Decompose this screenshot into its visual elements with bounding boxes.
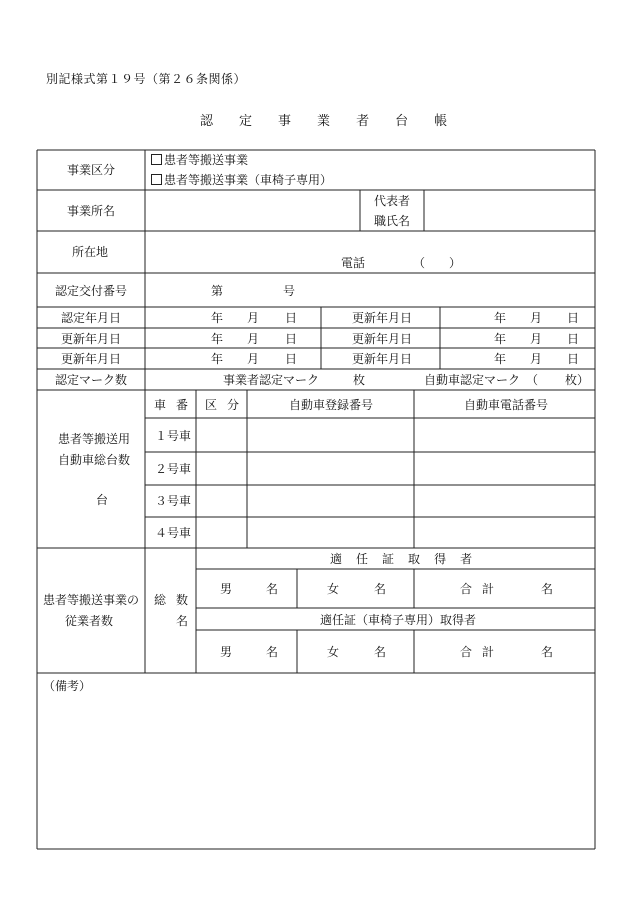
division-header-2: 分 — [227, 398, 240, 412]
car-phone-number-header: 自動車電話番号 — [464, 398, 549, 412]
year-label: 年 — [211, 311, 224, 325]
day-label: 日 — [567, 332, 580, 346]
car-4-label: ４号車 — [155, 526, 192, 540]
option-patient-transport[interactable] — [151, 153, 248, 167]
title-char: 事 — [278, 114, 292, 129]
male-label: 男 — [220, 582, 233, 596]
renew-date-label: 更新年月日 — [61, 352, 122, 366]
renew-date-label: 更新年月日 — [352, 352, 413, 366]
option-label: 患者等搬送事業（車椅子専用） — [164, 173, 333, 187]
checkbox-icon[interactable] — [151, 154, 162, 165]
form-id: 別記様式第１９号（第２６条関係） — [46, 72, 247, 86]
day-label: 日 — [285, 332, 298, 346]
qual-char: 証 — [382, 552, 395, 566]
renew-date-label: 更新年月日 — [352, 332, 413, 346]
sum-label-2: 計 — [482, 582, 495, 596]
year-label: 年 — [211, 332, 224, 346]
staff-label-2: 従業者数 — [65, 614, 114, 628]
rep-label-2: 職氏名 — [374, 214, 411, 228]
title-char: 台 — [395, 114, 409, 129]
phone-paren: （ ） — [413, 256, 462, 270]
title-char: 者 — [356, 114, 370, 129]
renew-date-label: 更新年月日 — [61, 332, 122, 346]
renew-date-label: 更新年月日 — [352, 311, 413, 325]
mark-count-label: 認定マーク数 — [55, 373, 128, 387]
car-1-label: １号車 — [155, 429, 192, 443]
total-label-2: 数 — [176, 593, 189, 607]
female-unit: 名 — [374, 645, 387, 659]
day-label: 日 — [285, 311, 298, 325]
division-header-1: 区 — [205, 398, 218, 412]
cert-no-label: 認定交付番号 — [55, 284, 128, 298]
day-label: 日 — [567, 311, 580, 325]
car-2-label: ２号車 — [155, 462, 192, 476]
vehicles-label-1: 患者等搬送用 — [58, 432, 131, 446]
month-label: 月 — [247, 311, 260, 325]
female-label: 女 — [327, 645, 340, 659]
month-label: 月 — [530, 332, 543, 346]
day-label: 日 — [285, 352, 298, 366]
car-3-label: ３号車 — [155, 494, 192, 508]
male-unit: 名 — [266, 582, 279, 596]
qual-char: 得 — [434, 552, 447, 566]
remarks-label: （備考） — [43, 679, 92, 693]
male-label: 男 — [220, 645, 233, 659]
rep-label-1: 代表者 — [374, 194, 411, 208]
checkbox-icon[interactable] — [151, 174, 162, 185]
sum-label-2: 計 — [482, 645, 495, 659]
male-unit: 名 — [266, 645, 279, 659]
registration-number-header: 自動車登録番号 — [289, 398, 374, 412]
qual-char: 取 — [408, 552, 421, 566]
qual-char: 者 — [460, 552, 473, 566]
sum-unit: 名 — [541, 582, 554, 596]
qual-char: 任 — [356, 552, 369, 566]
title-char: 定 — [239, 114, 253, 129]
office-name-label: 事業所名 — [67, 204, 116, 218]
cert-date-label: 認定年月日 — [61, 311, 122, 325]
title-char: 業 — [317, 114, 331, 129]
qual-char: 適 — [330, 552, 343, 566]
business-mark-unit: 枚 — [353, 373, 366, 387]
female-label: 女 — [327, 582, 340, 596]
option-wheelchair-transport[interactable] — [151, 173, 332, 187]
vehicle-mark-label: 自動車認定マーク （ — [424, 373, 539, 387]
year-label: 年 — [494, 332, 507, 346]
phone-label: 電話 — [341, 256, 366, 270]
total-label-1: 総 — [154, 593, 167, 607]
business-type-label: 事業区分 — [67, 163, 116, 177]
sum-label-1: 合 — [460, 645, 473, 659]
year-label: 年 — [211, 352, 224, 366]
month-label: 月 — [530, 311, 543, 325]
vehicle-mark-unit: 枚） — [565, 373, 590, 387]
year-label: 年 — [494, 352, 507, 366]
vehicles-unit: 台 — [96, 493, 109, 507]
year-label: 年 — [494, 311, 507, 325]
title-char: 帳 — [434, 114, 448, 129]
qualified-header — [330, 552, 472, 566]
vehicles-label-2: 自動車総台数 — [58, 453, 131, 467]
sum-label-1: 合 — [460, 582, 473, 596]
sum-unit: 名 — [541, 645, 554, 659]
cert-no-dai: 第 — [211, 284, 224, 298]
month-label: 月 — [530, 352, 543, 366]
staff-label-1: 患者等搬送事業の — [43, 593, 140, 607]
location-label: 所在地 — [72, 245, 109, 259]
total-unit: 名 — [176, 614, 189, 628]
month-label: 月 — [247, 332, 260, 346]
business-mark-label: 事業者認定マーク — [223, 373, 320, 387]
female-unit: 名 — [374, 582, 387, 596]
car-number-header-1: 車 — [154, 398, 167, 412]
wheelchair-qualified-header: 適任証（車椅子専用）取得者 — [320, 613, 477, 627]
option-label: 患者等搬送事業 — [164, 153, 249, 167]
month-label: 月 — [247, 352, 260, 366]
cert-no-go: 号 — [283, 284, 296, 298]
title-char: 認 — [200, 114, 214, 129]
car-number-header-2: 番 — [176, 398, 189, 412]
day-label: 日 — [567, 352, 580, 366]
